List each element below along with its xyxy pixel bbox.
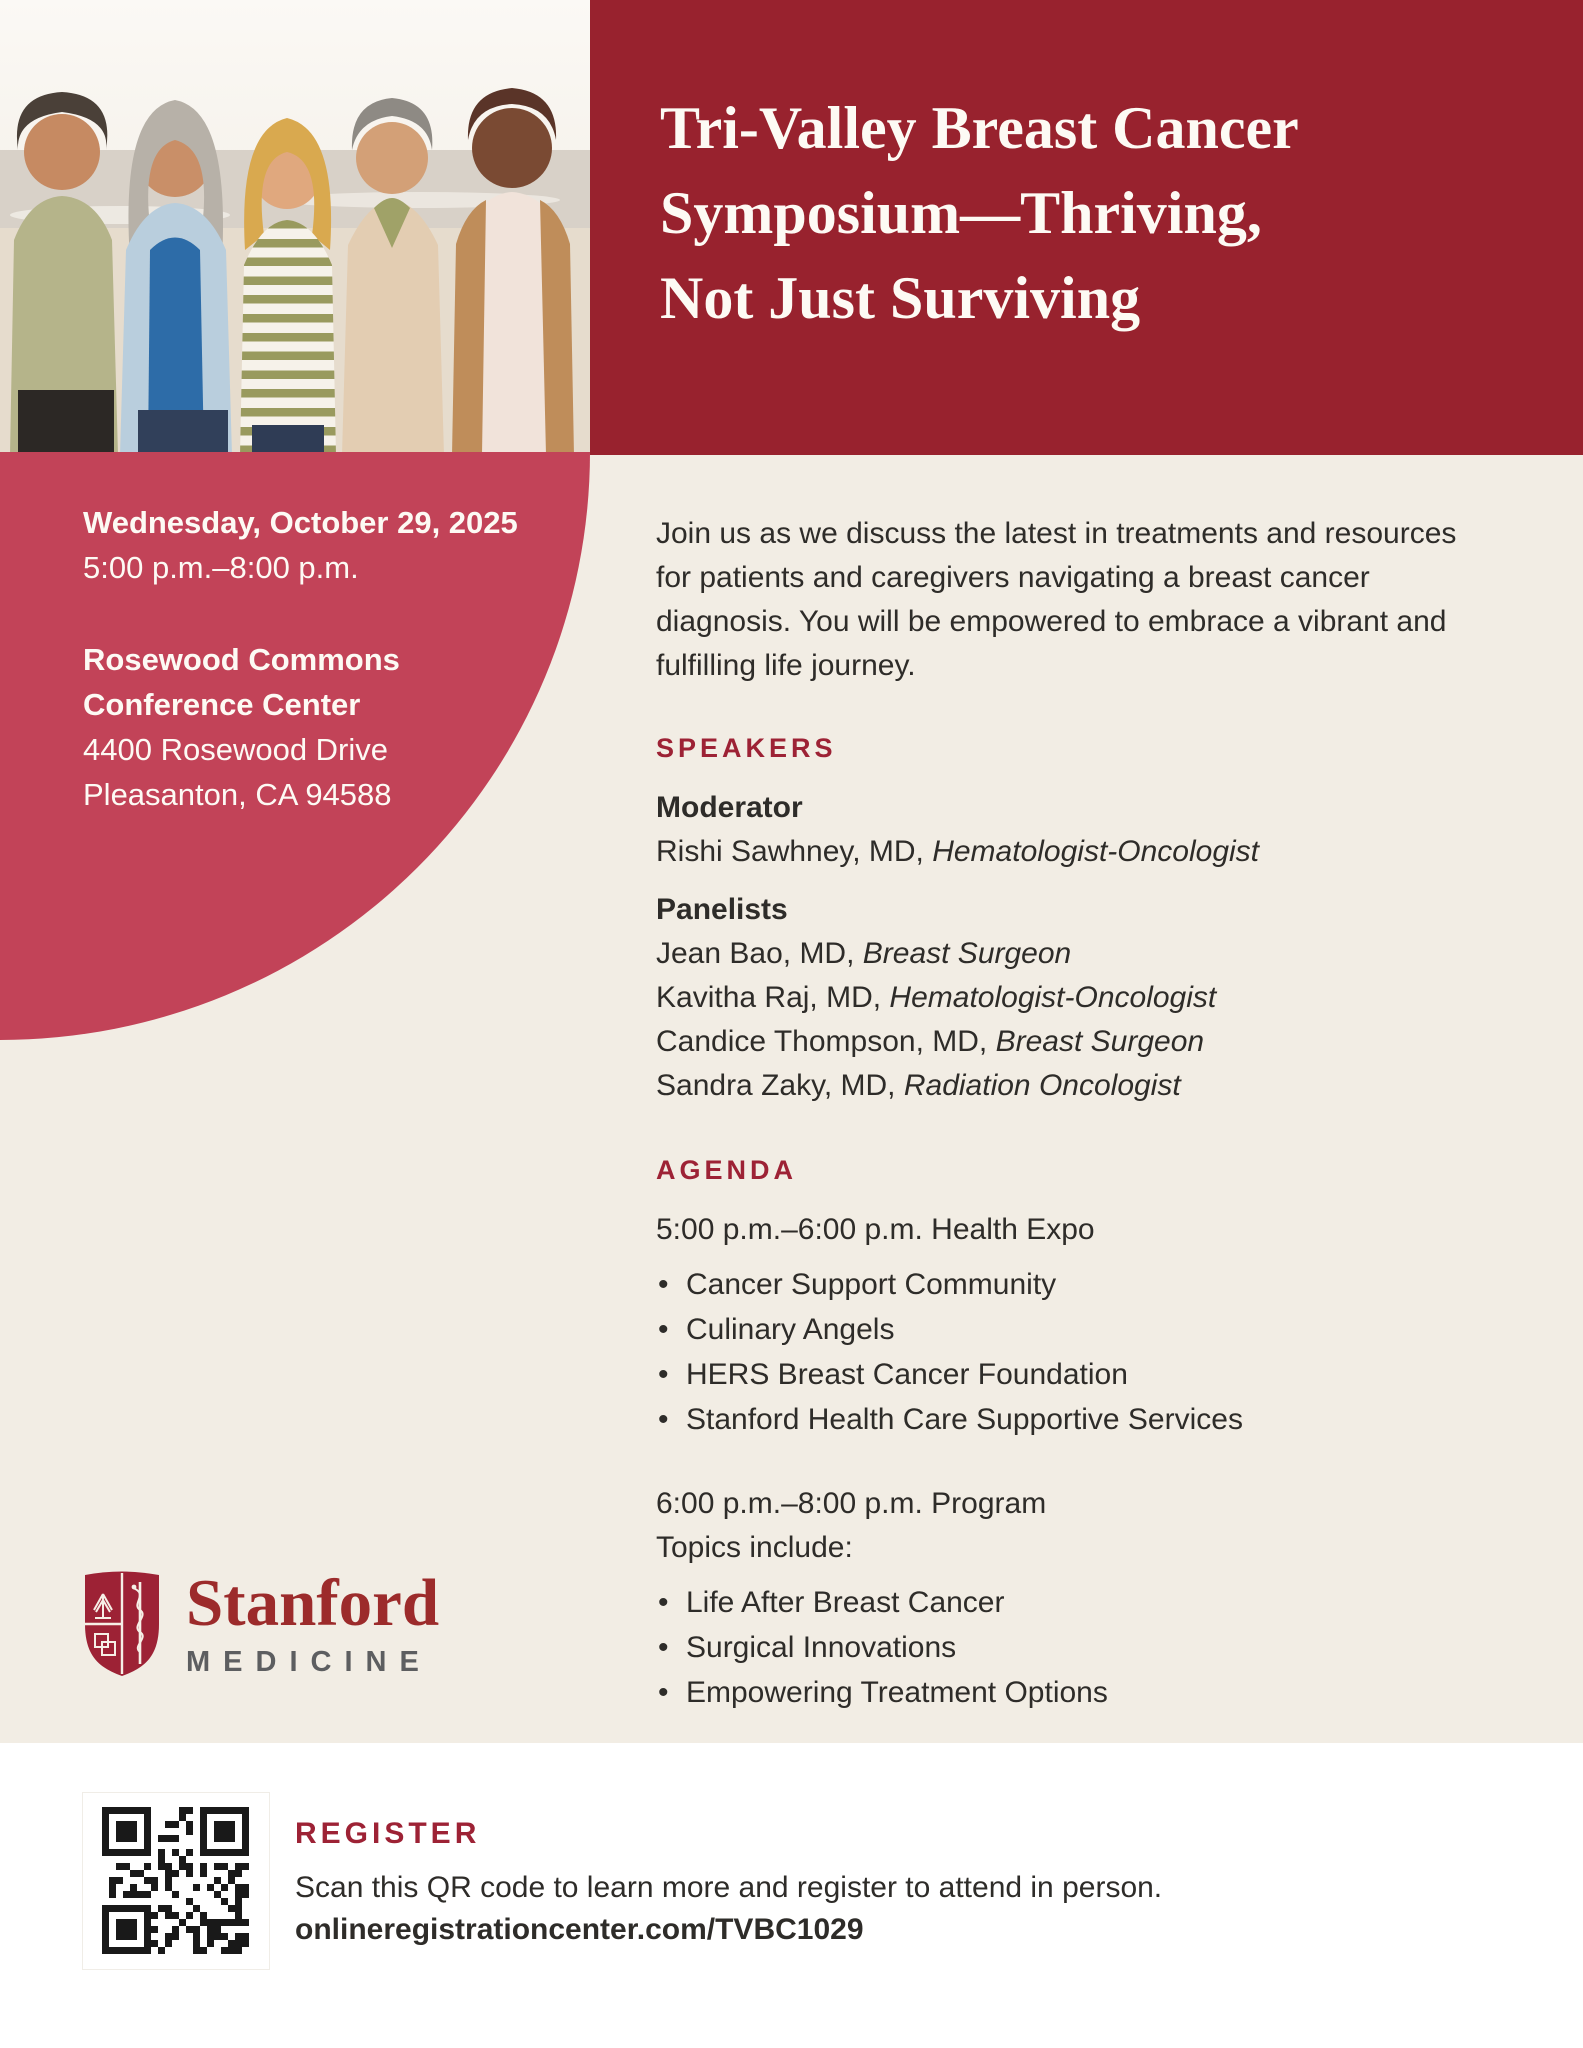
panelists-label: Panelists xyxy=(656,893,788,926)
topics-label: Topics include: xyxy=(656,1531,853,1564)
panelist-name: Kavitha Raj, MD, xyxy=(656,981,890,1014)
panelist-entry xyxy=(656,1064,1468,1108)
event-info-blob xyxy=(0,452,590,1040)
register-band xyxy=(0,1743,1583,2048)
list-item: • HERS Breast Cancer Foundation xyxy=(656,1352,1468,1397)
venue-address-line2: Pleasanton, CA 94588 xyxy=(83,777,392,812)
panelist-role: Breast Surgeon xyxy=(995,1025,1205,1058)
title-line-2: Symposium—Thriving, xyxy=(660,180,1262,246)
list-item: • Cancer Support Community xyxy=(656,1262,1468,1307)
logo-brand-text: Stanford xyxy=(186,1566,440,1640)
list-item: • Life After Breast Cancer xyxy=(656,1580,1468,1625)
list-item: • Stanford Health Care Supportive Services xyxy=(656,1397,1468,1442)
agenda-expo-time: 5:00 p.m.–6:00 p.m. Health Expo xyxy=(656,1213,1095,1246)
panelist-name: Sandra Zaky, MD, xyxy=(656,1069,904,1102)
qr-code-box xyxy=(82,1792,270,1970)
panelist-role: Breast Surgeon xyxy=(862,937,1072,970)
list-item: • Empowering Treatment Options xyxy=(656,1670,1468,1715)
event-date: Wednesday, October 29, 2025 xyxy=(83,505,518,540)
page-title xyxy=(660,86,1299,341)
logo-division-text: MEDICINE xyxy=(186,1646,432,1678)
event-time: 5:00 p.m.–8:00 p.m. xyxy=(83,550,359,585)
title-banner xyxy=(590,0,1583,455)
moderator-label: Moderator xyxy=(656,791,803,824)
topics-list xyxy=(656,1580,1468,1715)
panelist-entry xyxy=(656,932,1468,976)
main-content xyxy=(656,512,1468,1799)
moderator-entry xyxy=(656,830,1468,874)
hero-photo xyxy=(0,0,590,455)
agenda-heading: AGENDA xyxy=(656,1155,798,1185)
panelist-name: Candice Thompson, MD, xyxy=(656,1025,996,1058)
panelist-entry xyxy=(656,976,1468,1020)
title-line-3: Not Just Surviving xyxy=(660,265,1141,331)
register-heading: REGISTER xyxy=(295,1817,481,1850)
intro-paragraph: Join us as we discuss the latest in treatments and resources for patients and caregivers navigating a breast cancer diagnosis. You will be empowered to embrace a vibrant and fulfilling life journey. xyxy=(656,517,1457,682)
panelist-role: Hematologist-Oncologist xyxy=(889,981,1217,1014)
qr-code xyxy=(102,1807,249,1954)
stanford-shield-icon xyxy=(80,1566,164,1678)
moderator-name: Rishi Sawhney, MD, xyxy=(656,835,933,868)
panelist-role: Radiation Oncologist xyxy=(903,1069,1181,1102)
venue-address-line1: 4400 Rosewood Drive xyxy=(83,732,389,767)
agenda-program-time: 6:00 p.m.–8:00 p.m. Program xyxy=(656,1487,1047,1520)
stanford-medicine-logo xyxy=(80,1566,439,1679)
hero-photo-illustration xyxy=(0,0,590,455)
expo-list xyxy=(656,1262,1468,1442)
panelist-name: Jean Bao, MD, xyxy=(656,937,863,970)
speakers-heading: SPEAKERS xyxy=(656,733,837,763)
register-url: onlineregistrationcenter.com/TVBC1029 xyxy=(295,1913,864,1946)
venue-name-line2: Conference Center xyxy=(83,687,361,722)
list-item: • Surgical Innovations xyxy=(656,1625,1468,1670)
venue-name-line1: Rosewood Commons xyxy=(83,642,400,677)
panelist-entry xyxy=(656,1020,1468,1064)
title-line-1: Tri-Valley Breast Cancer xyxy=(660,95,1299,161)
list-item: • Culinary Angels xyxy=(656,1307,1468,1352)
moderator-role: Hematologist-Oncologist xyxy=(932,835,1260,868)
register-instruction: Scan this QR code to learn more and register to attend in person. xyxy=(295,1871,1163,1904)
qr-code-graphic xyxy=(102,1807,249,1954)
